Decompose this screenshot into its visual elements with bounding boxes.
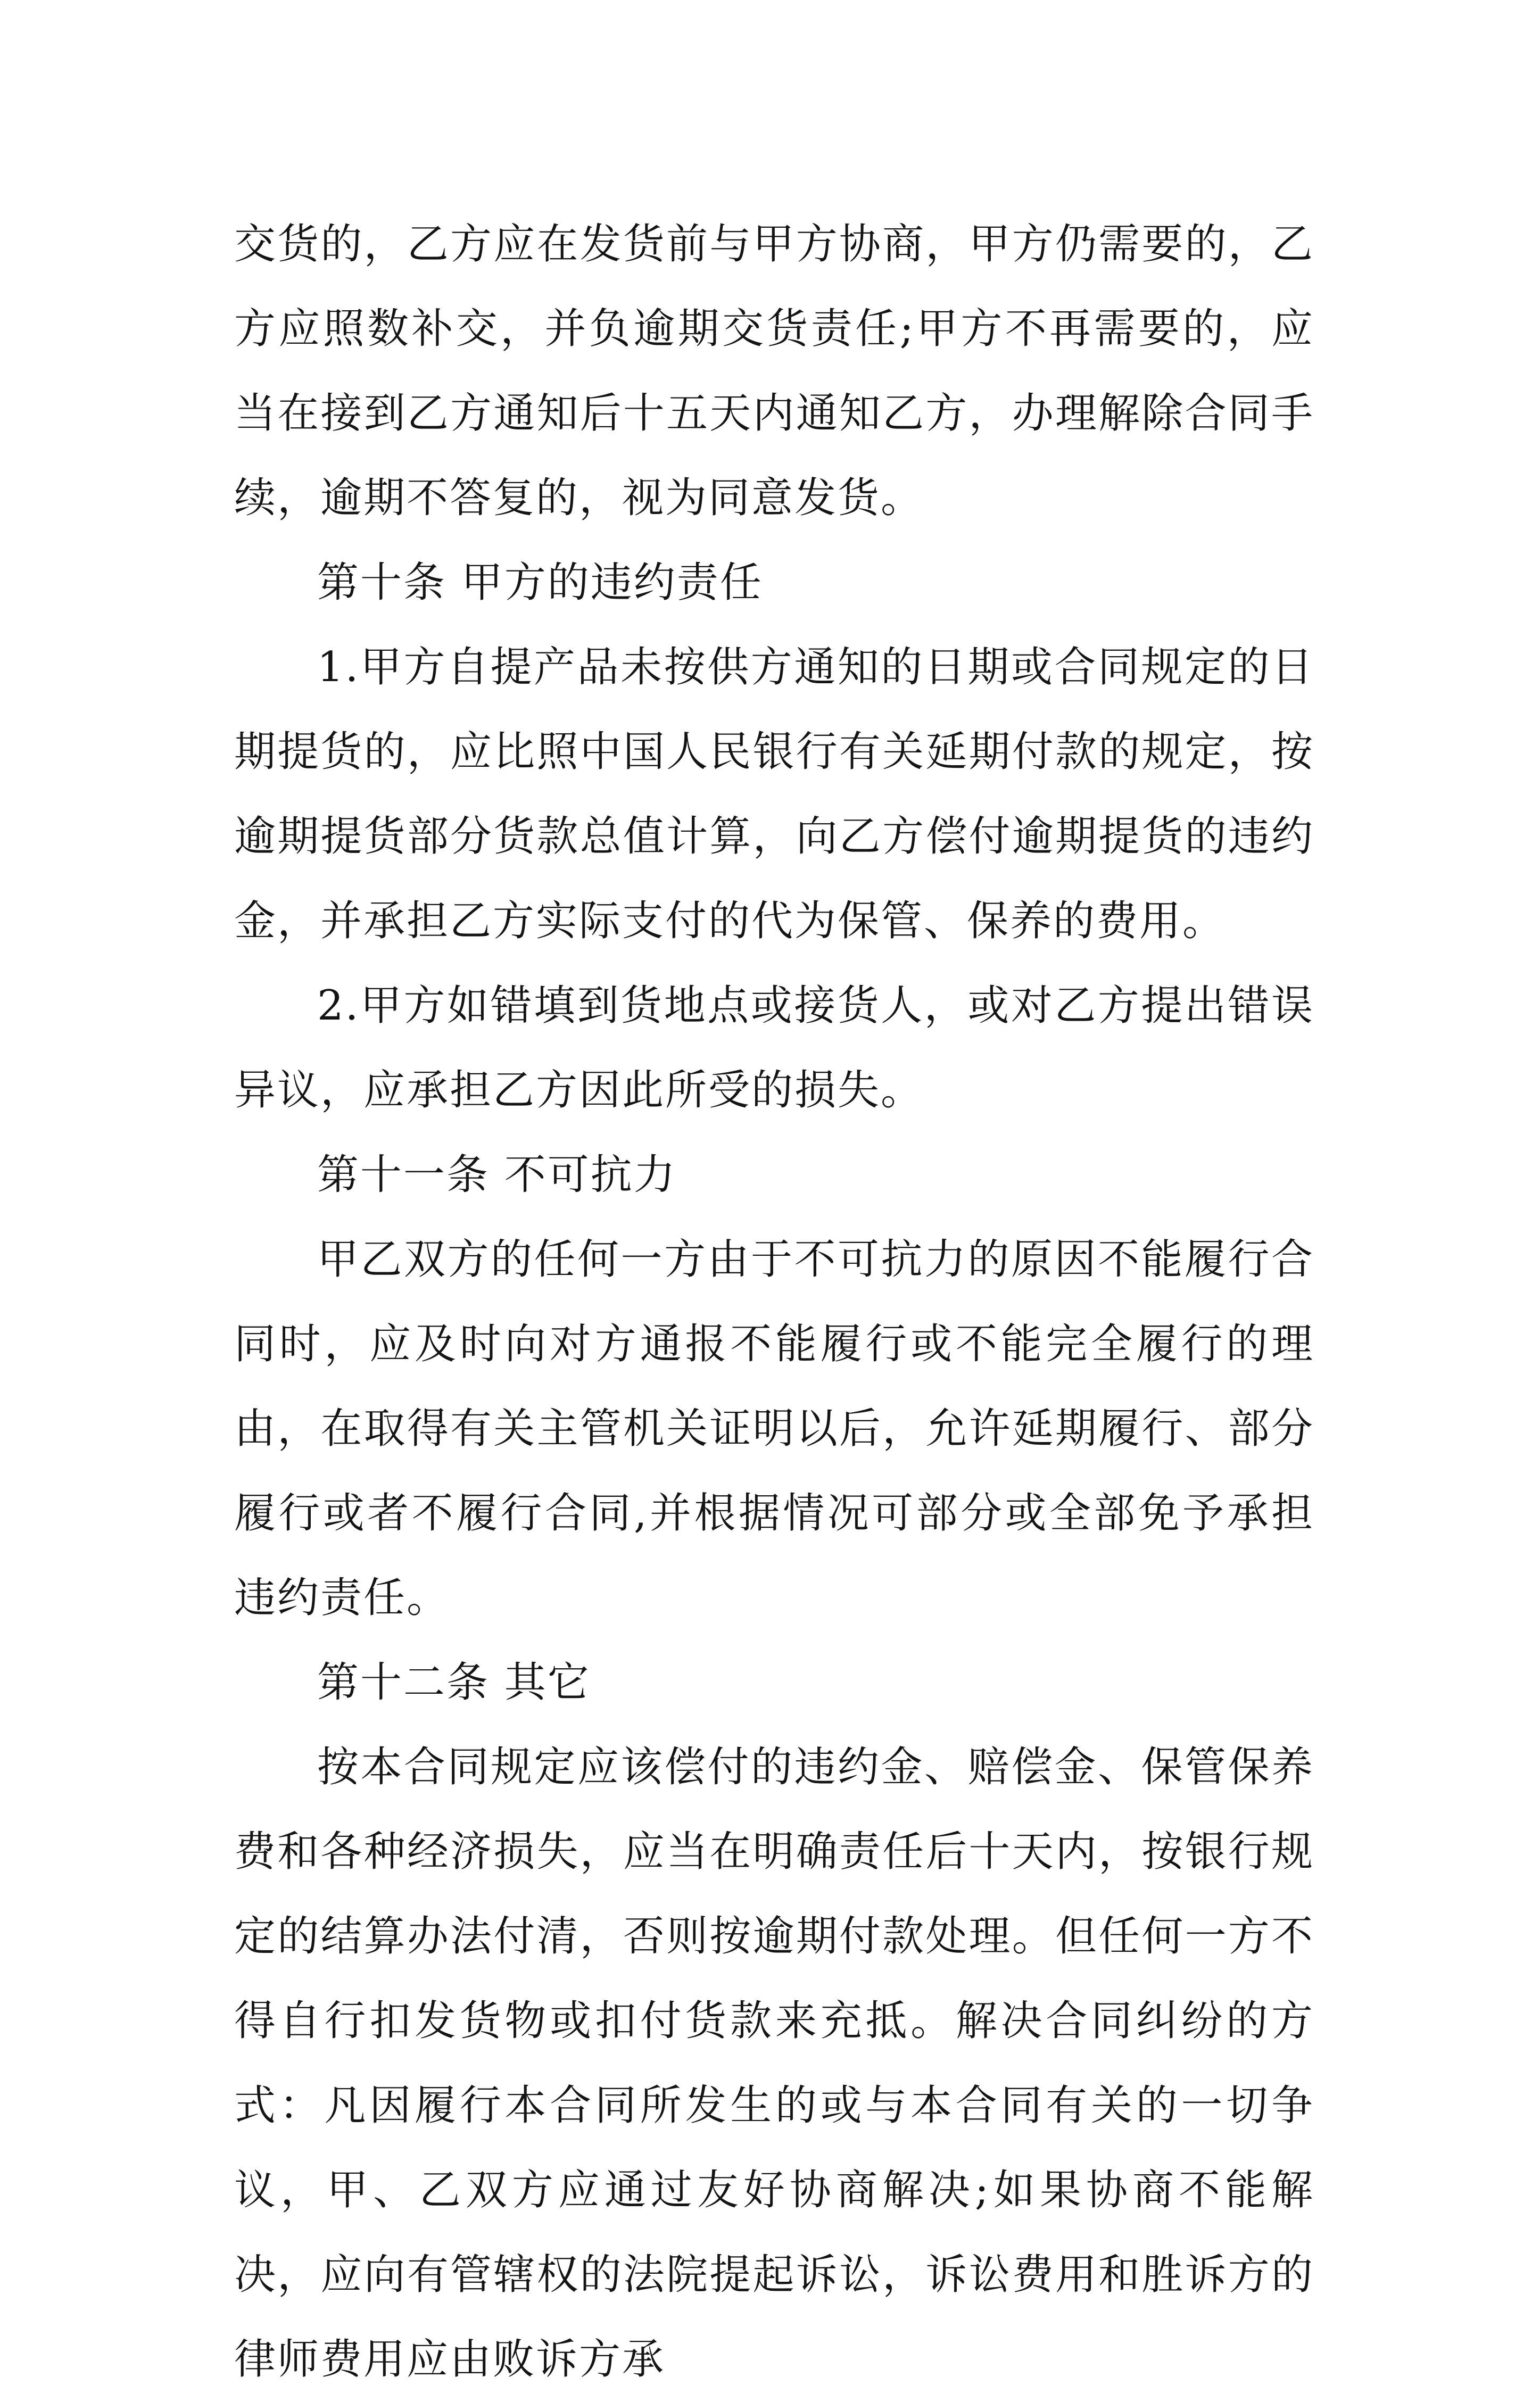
article-10-clause-1: 1.甲方自提产品未按供方通知的日期或合同规定的日期提货的，应比照中国人民银行有关延期付款的规定，按逾期提货部分货款总值计算，向乙方偿付逾期提货的违约金，并承担乙方实际支付的代为保管、保养的费用。: [234, 643, 1314, 945]
article-11-body: 甲乙双方的任何一方由于不可抗力的原因不能履行合同时，应及时向对方通报不能履行或不能完全履行的理由，在取得有关主管机关证明以后，允许延期履行、部分履行或者不履行合同,并根据情况可部分或全部免予承担违约责任。: [234, 1236, 1314, 1622]
paragraph-delivery-continuation: 交货的，乙方应在发货前与甲方协商，甲方仍需要的，乙方应照数补交，并负逾期交货责任;甲方不再需要的，应当在接到乙方通知后十五天内通知乙方，办理解除合同手续，逾期不答复的，视为同意发货。: [234, 220, 1314, 522]
article-12-body: 按本合同规定应该偿付的违约金、赔偿金、保管保养费和各种经济损失，应当在明确责任后十天内，按银行规定的结算办法付清，否则按逾期付款处理。但任何一方不得自行扣发货物或扣付货款来充抵。解决合同纠纷的方式：凡因履行本合同所发生的或与本合同有关的一切争议，甲、乙双方应通过友好协商解决;如果协商不能解决，应向有管辖权的法院提起诉讼，诉讼费用和胜诉方的律师费用应由败诉方承: [234, 1743, 1314, 2383]
article-10-clause-2: 2.甲方如错填到货地点或接货人，或对乙方提出错误异议，应承担乙方因此所受的损失。: [234, 982, 1314, 1114]
document-body: [234, 202, 1314, 2402]
article-10-heading: 第十条 甲方的违约责任: [317, 559, 763, 607]
article-11-heading: 第十一条 不可抗力: [317, 1151, 677, 1199]
article-12-heading: 第十二条 其它: [317, 1659, 591, 1707]
